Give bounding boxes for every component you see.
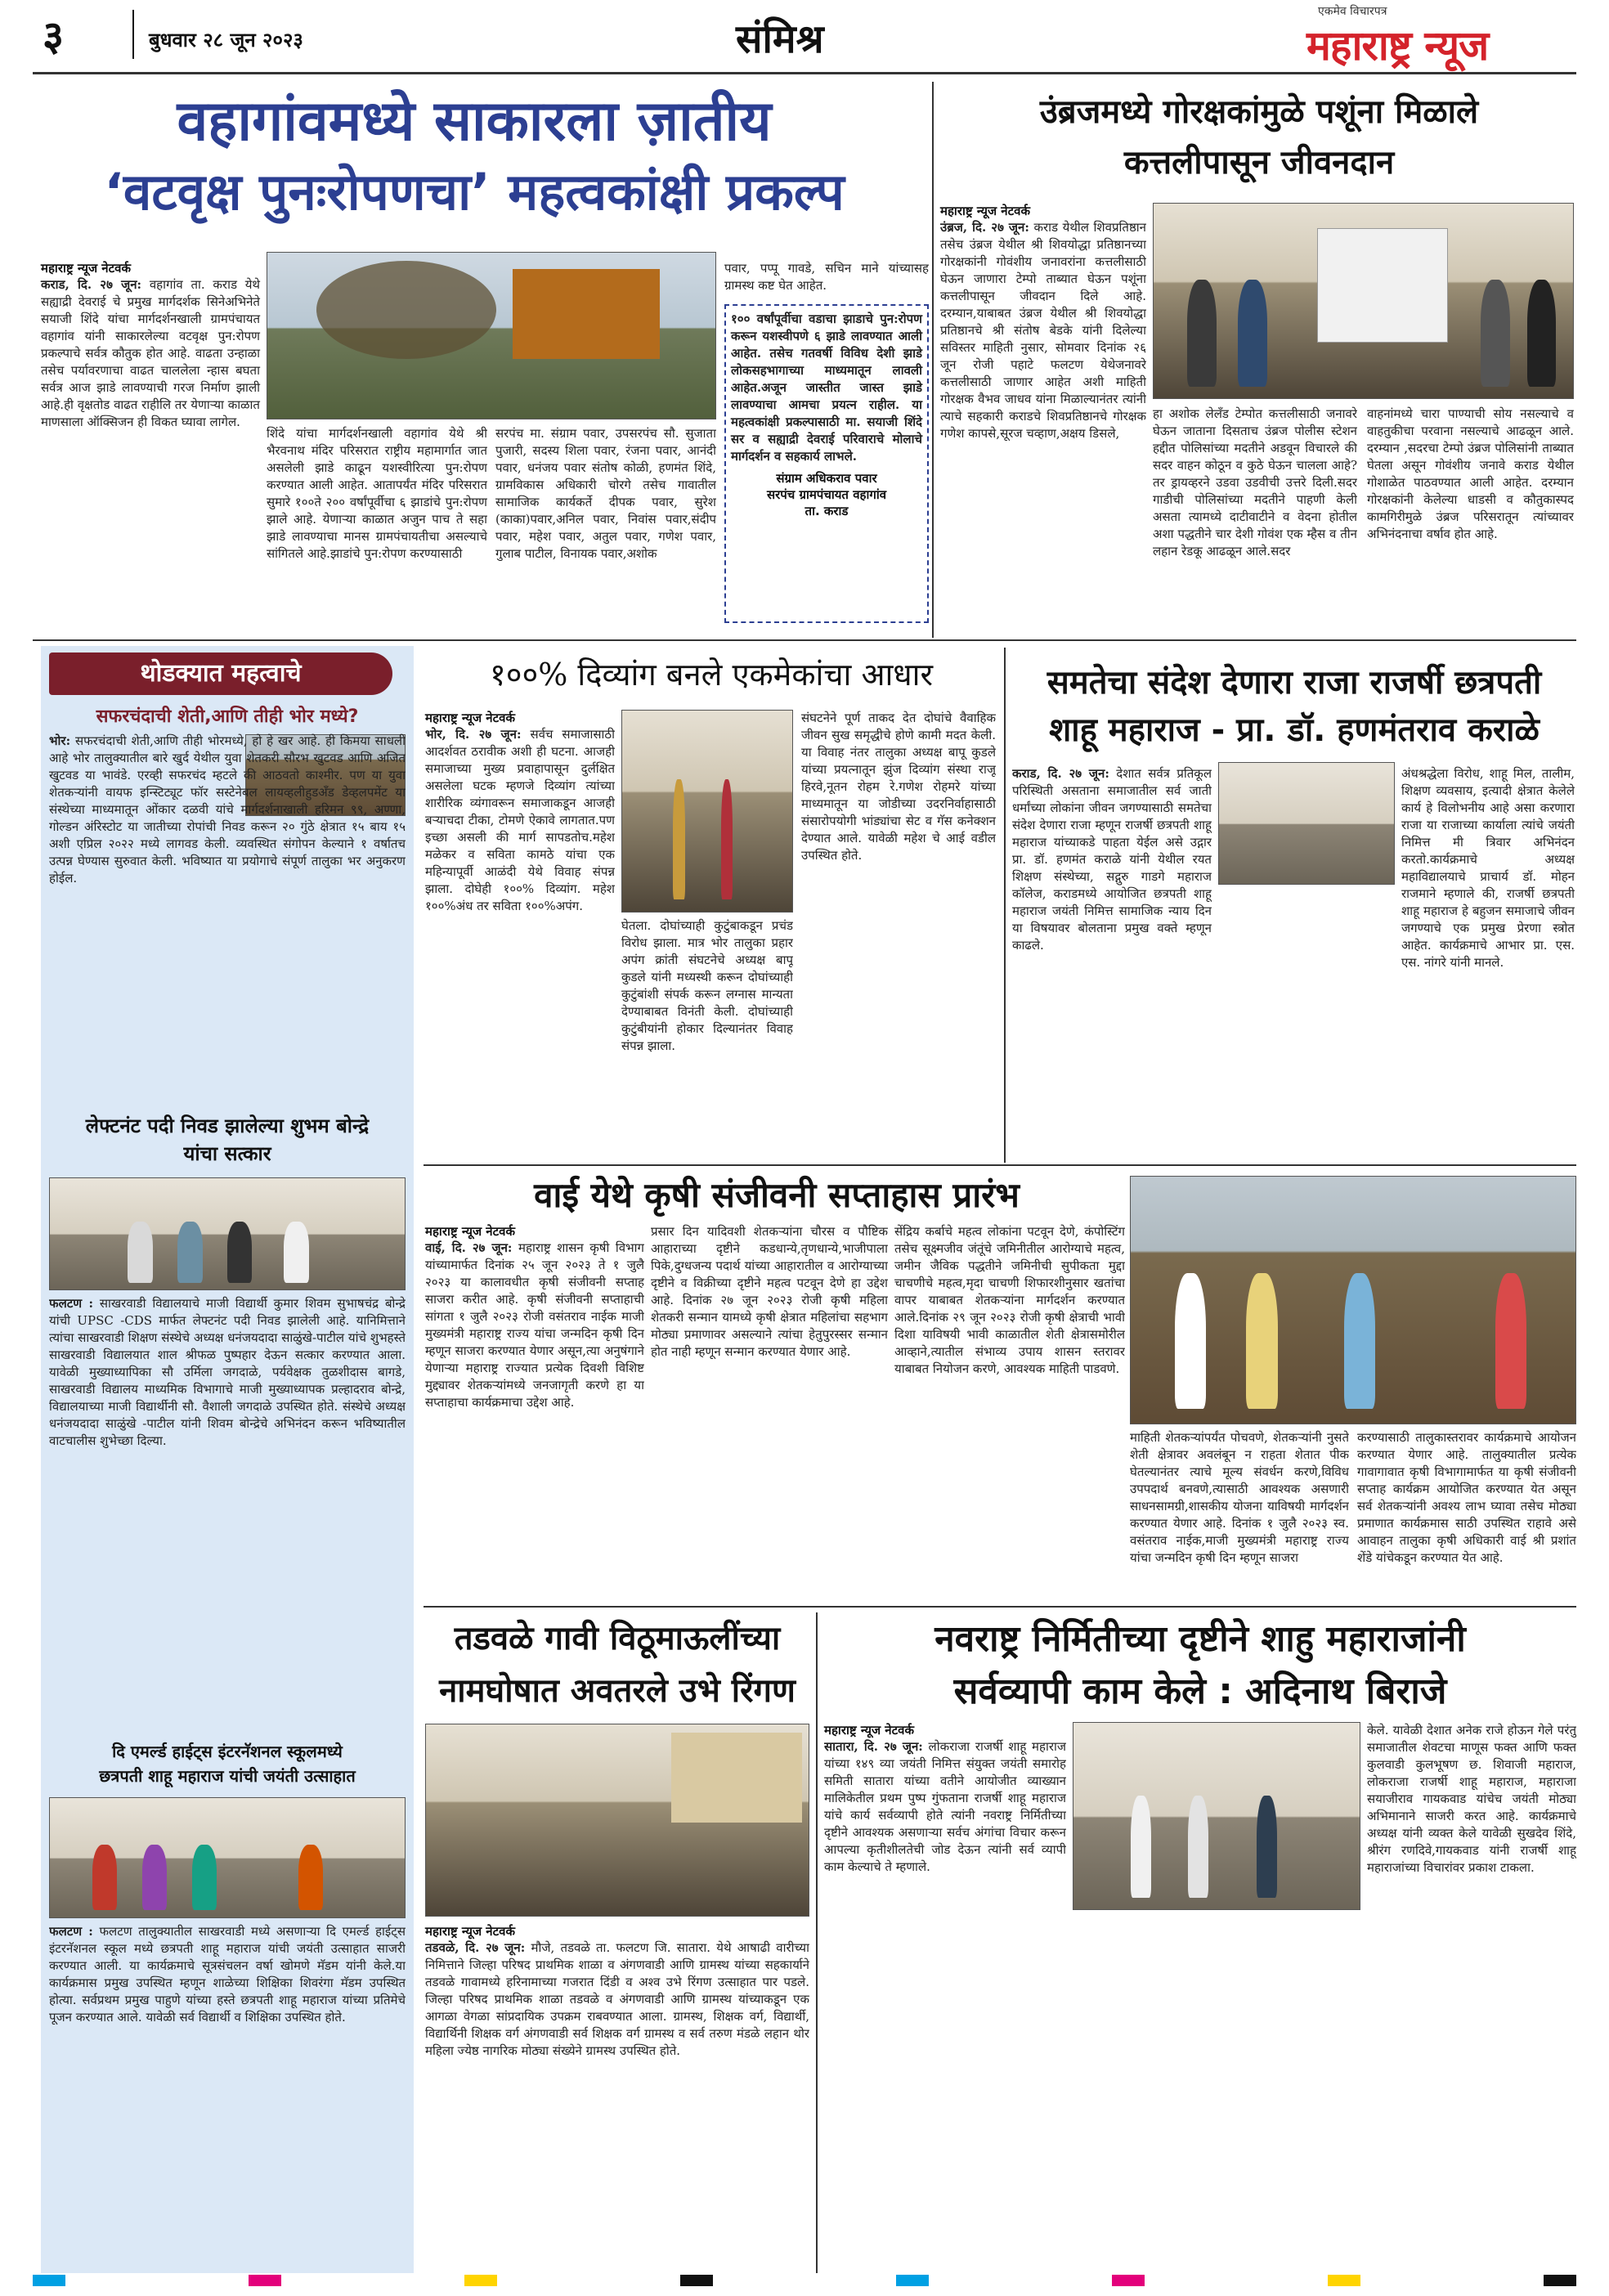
umbraj-photo-truck <box>1317 228 1448 343</box>
samata-headline-1: समतेचा संदेश देणारा राजा राजर्षी छत्रपती <box>1047 664 1542 702</box>
navrashtra-byline: महाराष्ट्र न्यूज नेटवर्क <box>824 1723 915 1738</box>
section-rule-3 <box>424 1606 1576 1608</box>
tadwale-body <box>425 1923 809 2185</box>
brief-item2-photo-person <box>284 1222 308 1283</box>
tadwale-dateline: तडवळे, दि. २७ जून: <box>425 1940 526 1955</box>
navrashtra-photo-person <box>1131 1796 1151 1898</box>
brief-item3-title-2: छत्रपती शाहू महाराज यांची जयंती उत्साहात <box>99 1766 356 1786</box>
krushi-col3: सेंद्रिय कर्बाचे महत्व लोकांना पटवून देणे, कंपोस्टिंग तसेच सूक्ष्मजीव जंतूंचे जमिनीतील आरोग्याचे महत्व, जमीन जैविक पद्धतीने जमिनीची सुपीकता मुद्दा चाचणीचे महत्व,मृदा चाचणी शिफारशीनुसार खतांचा वापर याबाबत शेतकऱ्यांना मार्गदर्शन करण्यात आले.दिनांक २९ जून २०२३ रोजी कृषी क्षेत्राची भावी दिशा याविषयी भावी काळातील शेती क्षेत्रासमोरील आव्हाने,त्यातील संभाव्य उपाय शासन स्तरावर याबाबत नियोजन करणे, आवश्यक माहिती पाडवणे. <box>894 1224 1125 1376</box>
divyang-col1: सर्वच समाजासाठी आदर्शवत ठरावीक अशी ही घटना. आजही समाजाच्या मुख्य प्रवाहापासून दुर्लक्षित असलेला घटक म्हणजे दिव्यांग त्यांच्या शारीरिक व्यंगावरून समाजाकडून आजही बऱ्याचदा टीका, टोमणे ऐकावे लागतात.पण इच्छा असली की मार्ग सापडतोच.महेश मळेकर व सविता कामठे यांचा एक महिन्यापूर्वी आळंदी येथे विवाह संपन्न झाला. दोघेही १००% दिव्यांग. महेश १००%अंध तर सविता १००%अपंग. <box>425 727 615 913</box>
brief-item1-title: सफरचंदाची शेती,आणि तीही भोर मध्ये? <box>96 706 359 727</box>
masthead-divider <box>132 10 134 59</box>
registration-mark <box>896 2275 929 2286</box>
lead-byline: महाराष्ट्र न्यूज नेटवर्क <box>41 261 132 276</box>
registration-mark <box>680 2275 713 2286</box>
brief-item3-photo <box>49 1797 406 1918</box>
lead-col4: पवार, पप्पू गावडे, सचिन माने यांच्यासह ग्रामस्थ कष्ट घेत आहेत. <box>724 261 929 293</box>
column-divider-bottom <box>816 1612 818 2273</box>
tadwale-col2: ग्रामस्थ, शिक्षक वर्ग, विद्यार्थी, विद्यार्थिनी शिक्षक वर्ग अंगणवाडी सर्व शिक्षक वर्ग ग्रामस्थ व सर्व तरुण मंडळे लहान थोर महिला ज्येष्ठ नागरिक मोठ्या संख्येने ग्रामस्थ उपस्थित होते. <box>425 2009 809 2058</box>
masthead-rule <box>33 72 1576 74</box>
brief-item2-photo <box>49 1177 406 1290</box>
lead-quote: १०० वर्षांपूर्वीचा वडाचा झाडाचे पुन:रोपण करून यशस्वीपणे ६ झाडे लावण्यात आली आहेत. तसेच गतवर्षी विविध देशी झाडे लोकसहभागाच्या माध्यमातून लावली आहेत.अजून जास्तीत जास्त झाडे लावण्याचा आमचा प्रयत्न राहील. या महत्वकांक्षी प्रकल्पासाठी मा. सयाजी शिंदे सर व सह्याद्री देवराई परिवाराचे मोलाचे मार्गदर्शन व सहकार्य लाभले. <box>731 312 922 464</box>
navrashtra-headline-1: नवराष्ट्र निर्मितीच्या दृष्टीने शाहु महाराजांनी <box>934 1618 1466 1660</box>
column-divider-top <box>932 82 934 638</box>
lead-photo <box>267 252 716 419</box>
brief-item2-photo-person <box>227 1222 252 1283</box>
brief-item3-photo-person <box>92 1845 117 1910</box>
brief-item3-text: फलटण तालुक्यातील साखरवाडी मध्ये असणाऱ्या दि एमर्ल्ड हाईट्स इंटरनॅशनल स्कूल मध्ये छत्रपती शाहू महाराज यांची जयंती उत्साहात साजरी करण्यात आली. या कार्यक्रमाचे सूत्रसंचलन वर्षा खोमणे मॅडम यांनी केले.या कार्यक्रमास प्रमुख उपस्थित म्हणून शाळेच्या शिक्षिका शिवरंगा मॅडम उपस्थित होत्या. सर्वप्रथम प्रमुख पाहुणे यांच्या हस्ते छत्रपती शाहू महाराज यांच्या प्रतिमेचे पूजन करण्यात आले. यावेळी सर्व विद्यार्थी व शिक्षिका उपस्थित होते. <box>49 1924 406 2025</box>
samata-photo <box>1218 762 1395 885</box>
section-rule-2 <box>424 1164 1576 1166</box>
divyang-photo-person <box>673 779 685 900</box>
umbraj-photo-person <box>1481 280 1510 387</box>
krushi-byline: महाराष्ट्र न्यूज नेटवर्क <box>425 1224 516 1239</box>
print-registration-bar <box>33 2275 1576 2289</box>
registration-mark <box>33 2275 65 2286</box>
brief-item2-text: साखरवाडी विद्यालयाचे माजी विद्यार्थी कुमार शिवम सुभाषचंद्र बोन्द्रे यांची UPSC -CDS मार्फत लेफ्टनंट पदी निवड झालेली आहे. यानिमित्ताने त्यांचा साखरवाडी शिक्षण संस्थेचे अध्यक्ष धनंजयदादा साळुंखे-पाटील यांचे शुभहस्ते साखरवाडी विद्यालयात शाल श्रीफळ पुष्पहार देऊन सत्कार करण्यात आला. यावेळी मुख्याध्यापिका सौ उर्मिला जगदाळे, पर्यवेक्षक तुळशीदास बागडे, साखरवाडी विद्यालय माध्यमिक विभागाचे माजी मुख्याध्यापक प्रल्हादराव बोन्द्रे, विद्यालयाच्या माजी विद्यार्थीनी सौ. वैशाली जगदाळे उपस्थित होते. संस्थेचे अध्यक्ष धनंजयदादा साळुंखे -पाटील यांनी शिवम बोन्द्रेचे अभिनंदन करून भविष्यातील वाटचालीस शुभेच्छा दिल्या. <box>49 1296 406 1448</box>
tadwale-photo-building <box>671 1733 802 1823</box>
umbraj-dateline: उंब्रज, दि. २७ जून: <box>940 220 1029 235</box>
navrashtra-col2: केले. यावेळी देशात अनेक राजे होऊन गेले परंतु समाजातील शेवटचा माणूस फक्त आणि फक्त कुलवाडी कुलभूषण छ. शिवाजी महाराज, लोकराजा राजर्षी शाहू महाराज, महाराजा सयाजीराव गायकवाड यांचेच जयंती मोठ्या अभिमानाने साजरी करत आहे. कार्यक्रमाचे अध्यक्ष यांनी व्यक्त केले यावेळी सुखदेव शिंदे, श्रीरंग रणदिवे,गायकवाड यांनी राजर्षी शाहू महाराजांच्या विचारांवर प्रकाश टाकला. <box>1367 1723 1576 1875</box>
krushi-headline: वाई येथे कृषी संजीवनी सप्ताहास प्रारंभ <box>534 1175 1020 1215</box>
navrashtra-photo-person <box>1188 1796 1208 1898</box>
navrashtra-headline-2: सर्वव्यापी काम केले : अदिनाथ बिराजे <box>953 1670 1447 1712</box>
page-number: ३ <box>43 11 64 60</box>
umbraj-headline-1: उंब्रजमध्ये गोरक्षकांमुळे पशूंना मिळाले <box>1039 93 1479 131</box>
navrashtra-body <box>824 1722 1066 2262</box>
krushi-col2: प्रसार दिन यादिवशी शेतकऱ्यांना चौरस व पौष्टिक आहाराच्या दृष्टीने कडधान्ये,तृणधान्ये,भाजीपाला पिके,दुग्धजन्य पदार्थ यांच्या आहारातील व आरोग्याच्या दृष्टीने व विक्रीच्या दृष्टीने महत्व पटवून देणे हा उद्देश आहे. दिनांक २७ जून २०२३ रोजी कृषी महिला शेतकरी सन्मान यामध्ये कृषी क्षेत्रात महिलांचा सहभाग मोठ्या प्रमाणावर असल्याने त्यांचा हेतुपुरस्सर सन्मान होत नाही म्हणून सन्मान करण्यात येणार आहे. <box>651 1224 888 1359</box>
brief-item2-dateline: फलटण : <box>49 1296 94 1311</box>
lead-dateline: कराड, दि. २७ जून: <box>41 277 142 292</box>
lead-col1: वहागांव ता. कराड येथे सह्याद्री देवराई चे प्रमुख मार्गदर्शक सिनेअभिनेते सयाजी शिंदे यांचा मार्गदर्शनखाली ग्रामपंचायत वहागांव यांनी साकारलेल्या वटवृक्ष पुन:रोपण प्रकल्पाचे सर्वत्र कौतुक होत आहे. वाढता उन्हाळा तसेच पर्यावरणाचा वाढत चाललेला न्हास बघता सर्वत्र आज झाडे लावण्याची गरज निर्माण झाली आहे.ही वृक्षतोड वाढत राहीलि तर येणाऱ्या काळात माणसाला ऑक्सिजन ही विकत घ्यावा लागेल. <box>41 277 261 429</box>
krushi-col4: माहिती शेतकऱ्यांपर्यंत पोचवणे, शेतकऱ्यांनी नुसते शेती क्षेत्रावर अवलंबून न राहता शेतात पीक घेतल्यानंतर त्याचे मूल्य संवर्धन करणे,विविध उपपदार्थ बनवणे,त्यासाठी आवश्यक असणारी साधनसामग्री,शासकीय योजना याविषयी मार्गदर्शन करण्यात येणार आहे. दिनांक १ जुलै २०२३ स्व. वसंतराव नाईक,माजी मुख्यमंत्री महाराष्ट्र राज्य यांचा जन्मदिन कृषी दिन म्हणून साजरा <box>1130 1430 1349 1565</box>
tadwale-photo <box>425 1724 809 1917</box>
lead-quote-sig-3: ता. कराड <box>804 504 849 518</box>
umbraj-headline-2: कत्तलीपासून जीवनदान <box>1123 144 1395 182</box>
lead-headline-2: ‘वटवृक्ष पुनःरोपणचा’ महत्वकांक्षी प्रकल्प <box>104 162 845 222</box>
tadwale-byline: महाराष्ट्र न्यूज नेटवर्क <box>425 1924 516 1939</box>
registration-mark <box>1328 2275 1360 2286</box>
brief-title-banner <box>49 652 392 695</box>
column-divider-mid <box>1004 648 1006 1163</box>
date-line: बुधवार २८ जून २०२३ <box>149 29 303 52</box>
umbraj-body <box>940 203 1146 628</box>
krushi-col5: करण्यासाठी तालुकास्तरावर कार्यक्रमाचे आयोजन करण्यात येणार आहे. तालुक्यातील प्रत्येक गावागावात कृषी विभागामार्फत या कृषी संजीवनी सप्ताह कार्यक्रम आयोजित करण्यात येत असून सर्व शेतकऱ्यांनी अवश्य लाभ घ्यावा तसेच मोठ्या प्रमाणात कार्यक्रमास साठी उपस्थित राहावे असे आवाहन तालुका कृषी अधिकारी वाई श्री प्रशांत शेंडे यांचेकडून करण्यात येत आहे. <box>1357 1430 1576 1565</box>
registration-mark <box>1112 2275 1145 2286</box>
divyang-col3: संघटनेने पूर्ण ताकद देत दोघांचे वैवाहिक जीवन सुख समृद्धीचे होणे कामी मदत केली. या विवाह नंतर तालुका अध्यक्ष बापू कुडले यांच्या प्रयत्नातून झुंज दिव्यांग संस्था राजू हिरवे,नूतन रोहम रे.गणेश रोहमरे यांच्या माध्यमातून या जोडीच्या उदरनिर्वाहासाठी संसारोपयोगी भांड्यांचा सेट व गॅस कनेक्शन देण्यात आले. यावेळी महेश चे आई वडील उपस्थित होते. <box>801 711 996 863</box>
divyang-photo-person <box>721 779 733 900</box>
divyang-col2: घेतला. दोघांच्याही कुटुंबाकडून प्रचंड विरोध झाला. मात्र भोर तालुका प्रहार अपंग क्रांती संघटनेचे अध्यक्ष बापू कुडले यांनी मध्यस्थी करून दोघांच्याही कुटुंबांशी संपर्क करून लग्नास मान्यता देण्याबाबत विनंती केली. दोघांच्याही कुटुंबीयांनी होकार दिल्यानंतर विवाह संपन्न झाला. <box>621 918 793 1053</box>
samata-dateline: कराड, दि. २७ जून: <box>1012 766 1109 781</box>
krushi-col1: महाराष्ट्र शासन कृषी विभाग यांच्यामार्फत दिनांक २५ जून २०२३ ते १ जुलै २०२३ या कालावधीत कृषी संजीवनी सप्ताह साजरा करीत आहे. कृषी संजीवनी सप्ताहाची सांगता १ जुलै २०२३ रोजी वसंतराव नाईक माजी मुख्यमंत्री महाराष्ट्र राज्य यांचा जन्मदिन कृषी दिन म्हणून साजरा करण्यात येणार असून,त्या अनुषंगाने येणाऱ्या महाराष्ट्र राज्यात प्रत्येक दिवशी विशिष्ट मुद्द्यावर शेतकऱ्यांमध्ये जनजागृती करणे हा या सप्ताहाचा कार्यक्रमाचा उद्देश आहे. <box>425 1240 644 1410</box>
lead-col3: सरपंच मा. संग्राम पवार, उपसरपंच सौ. सुजाता पुजारी, सदस्य शिला पवार, रंजना पवार, आनंदी पवार, धनंजय पवार संतोष कोळी, हणमंत शिंदे, ग्रामविकास अधिकारी चोरगे तसेच गावातील सामाजिक कार्यकर्ते दीपक पवार, सुरेश (काका)पवार,अनिल पवार, निवांस पवार,संदीप पवार, महेश पवार, अतुल पवार, गणेश पवार, गुलाब पाटील, विनायक पवार,अशोक <box>495 426 716 561</box>
samata-col2-lower <box>1218 891 1395 1158</box>
lead-quote-sig-2: सरपंच ग्रामपंचायत वहागांव <box>766 487 887 502</box>
brief-item1-dateline: भोर: <box>49 733 71 748</box>
brief-item3-dateline: फलटण : <box>49 1924 93 1939</box>
brief-item2-title-2: यांचा सत्कार <box>183 1142 271 1165</box>
lead-photo-crane <box>513 269 660 359</box>
krushi-photo-person <box>1175 1273 1206 1409</box>
umbraj-col1: कराड येथील शिवप्रतिष्ठान तसेच उंब्रज येथील श्री शिवयोद्धा प्रतिष्ठानच्या गोरक्षकांनी गोवंशीय जनावरांना कत्तलीसाठी घेऊन जाणारा टेम्पो ताब्यात घेऊन पशूंना कत्तलीपासून जीवदान दिले आहे. दरम्यान,याबाबत उंब्रज येथील श्री शिवयोद्धा प्रतिष्ठानचे श्री संतोष बेडके यांनी दिलेल्या सविस्तर माहिती नुसार, सोमवार दिनांक २६ जून रोजी पहाटे फलटण येथेजनावरे कत्तलीसाठी जाणार आहेत अशी माहिती गोरक्षक वैभव जाधव यांना मिळाल्यानंतर त्यांनी त्याचे सहकारी कराडचे शिवप्रतिष्ठानचे गोरक्षक गणेश कापसे,सूरज चव्हाण,अक्षय डिसले, <box>940 220 1146 441</box>
lead-body <box>41 260 260 431</box>
brief-item1-text: सफरचंदाची शेती,आणि तीही भोरमध्ये, हो हे खर आहे. ही किमया साधली आहे भोर तालुक्यातील बारे खुर्द येथील युवा शेतकरी सौरभ खुटवड आणि अजित खुटवड या भावंडे. एरव्ही सफरचंद म्हटले की आठवतो काश्मीर. पण या युवा शेतकऱ्यांनी वायफ इन्स्टिट्यूट फॉर सस्टेनेबल लायव्हलीहुडअँड डेव्हलपमेंट या संस्थेच्या माध्यमातून ओंकार दळवी यांचे मार्गदर्शनाखाली हरिमन ९९, अण्णा, गोल्डन अंरिस्टोट या जातीच्या रोपांची निवड करून २० गुंठे क्षेत्रात १५ बाय १५ अशी एप्रिल २०२२ मध्ये लागवड केली. व्यवस्थित संगोपन केल्याने १ वर्षातच उत्पन्न घेण्यास सुरुवात केली. भविष्यात या प्रयोगाचे संपूर्ण तालुका भर अनुकरण होईल. <box>49 733 406 886</box>
lead-quote-sig-1: संग्राम अधिकराव पवार <box>776 471 877 486</box>
registration-mark <box>249 2275 281 2286</box>
registration-mark <box>1544 2275 1576 2286</box>
brief-box-title: थोडक्यात महत्वाचे <box>140 659 302 688</box>
navrashtra-photo-person <box>1257 1796 1277 1898</box>
tadwale-headline-2: नामघोषात अवतरले उभे रिंगण <box>439 1672 796 1710</box>
navrashtra-mid-col <box>1073 1917 1360 2260</box>
divyang-headline: १००% दिव्यांग बनले एकमेकांचा आधार <box>489 657 934 693</box>
umbraj-photo-person <box>1238 280 1267 387</box>
lead-col2: शिंदे यांचा मार्गदर्शनखाली वहागांव येथे श्री भैरवनाथ मंदिर परिसरात राष्ट्रीय महामार्गात जात असलेली झाडे काढून यशस्वीरित्या पुन:रोपण करण्यात आली आहेत. आतापर्यंत मंदिर परिसरात सुमारे १००ते २०० वर्षांपूर्वीचा ६ झाडांचे पुन:रोपण झाले आहे. येणाऱ्या काळात अजुन पाच ते सहा झाडे लावण्याचा मानस ग्रामपंचायतीचा असल्याचे सांगितले आहे.झाडांचे पुन:रोपण करण्यासाठी <box>267 426 487 561</box>
divyang-body <box>425 710 615 1168</box>
brief-item3-photo-person <box>142 1845 167 1910</box>
umbraj-col3: वाहनांमध्ये चारा पाण्याची सोय नसल्याचे व वाहतुकीचा परवाना नसल्याचे आढळून आले. दरम्यान ,सदरचा टेम्पो उंब्रज पोलिसांनी ताब्यात घेतला असून गोवंशीय जनावे कराड येथील गोशाळेत पाठवण्यात आली आहेत. दरम्यान गोरक्षकांनी केलेल्या धाडसी व कौतुकास्पद कामगिरीमुळे उंब्रज परिसरातून त्यांच्यावर अभिनंदनाचा वर्षाव होत आहे. <box>1367 406 1574 541</box>
krushi-photo-person <box>1344 1273 1375 1409</box>
samata-headline-2: शाहू महाराज - प्रा. डॉ. हणमंतराव कराळे <box>1049 711 1540 749</box>
brief-item2-title-1: लेफ्टनंट पदी निवड झालेल्या शुभम बोन्द्रे <box>85 1114 370 1137</box>
lead-photo-tree <box>316 261 496 359</box>
krushi-photo <box>1130 1176 1576 1424</box>
tadwale-col1: मौजे, तडवळे ता. फलटण जि. सातारा. येथे आषाढी वारीच्या निमित्ताने जिल्हा परिषद प्राथमिक शाळा व अंगणवाडी आणि ग्रामस्थ यांच्या सहकार्याने तडवळे गावामध्ये हरिनामाच्या गजरात दिंडी व अश्व उभे रिंगण उत्साहात पार पडले. जिल्हा परिषद प्राथमिक शाळा तडवळे व अंगणवाडी आणि ग्रामस्थ यांच्याकडून एक आगळा वेगळा सांप्रदायिक उपक्रम राबवण्यात आला. <box>425 1940 809 2024</box>
samata-col2: अंधश्रद्धेला विरोध, शाहू मिल, तालीम, शिक्षण व्यवसाय, इत्यादी क्षेत्रात केलेले कार्य हे विलोभनीय आहे असा करणारा राजा या राजाच्या कार्याला त्यांचे जयंती निमित्त मी त्रिवार अभिनंदन करतो.कार्यक्रमाचे अध्यक्ष महाविद्यालयाचे प्राचार्य डॉ. मोहन राजमाने म्हणाले की, राजर्षी छत्रपती शाहू महाराज हे बहुजन समाजाचे जीवन जगण्याचे एक प्रमुख प्रेरणा स्त्रोत आहेत. कार्यक्रमाचे आभार प्रा. एस. एस. नांगरे यांनी मानले. <box>1401 766 1575 970</box>
umbraj-photo <box>1153 203 1574 399</box>
brand-logo: महाराष्ट्र न्यूज <box>1306 22 1489 70</box>
krushi-photo-person <box>1495 1273 1526 1409</box>
brief-item3-photo-person <box>192 1845 217 1910</box>
registration-mark <box>464 2275 497 2286</box>
umbraj-byline: महाराष्ट्र न्यूज नेटवर्क <box>940 204 1031 218</box>
lead-quote-box <box>724 304 929 623</box>
umbraj-col2: हा अशोक लेलँड टेम्पोत कत्तलीसाठी जनावरे घेऊन जाताना दिसताच उंब्रज पोलीस स्टेशन हद्दीत पोलिसांच्या मदतीने अडवून विचारले की सदर वाहन कोठून व कुठे घेऊन चालला आहे? तर ड्रायव्हरने उडवा उडवीची उत्तरे दिली.सदर गाडीची पोलिसांच्या मदतीने पाहणी केली असता त्यामध्ये दाटीवाटीने व वेदना होतील अशा पद्धतीने चार देशी गोवंश एक म्हैस व तीन लहान रेडकू आढळून आले.सदर <box>1153 406 1357 558</box>
krushi-body <box>425 1223 644 1599</box>
brief-item3-title-1: दि एमर्ल्ड हाईट्स इंटरनॅशनल स्कूलमध्ये <box>112 1742 343 1761</box>
brief-item3-photo-person <box>298 1845 323 1910</box>
divyang-byline: महाराष्ट्र न्यूज नेटवर्क <box>425 711 516 725</box>
krushi-photo-person <box>1246 1273 1277 1409</box>
lead-headline-1: वहागांवमध्ये साकारला ज़ातीय <box>177 89 772 154</box>
navrashtra-photo <box>1073 1722 1360 1910</box>
brief-item2-photo-person <box>177 1222 202 1283</box>
divyang-dateline: भोर, दि. २७ जून: <box>425 727 522 742</box>
tagline: एकमेव विचारपत्र <box>1318 5 1387 18</box>
section-rule-1 <box>33 639 1576 641</box>
section-title: संमिश्र <box>736 16 824 62</box>
samata-col1: देशात सर्वत्र प्रतिकूल परिस्थिती असताना समाजातील सर्व जाती धर्मांच्या लोकांना जीवन जगण्यासाठी समतेचा संदेश देणारा राजा म्हणून राजर्षी छत्रपती शाहू महाराज यांच्याकडे पाहता येईल असे उद्गार प्रा. डॉ. हणमंत कराळे यांनी येथील रयत शिक्षण संस्थेच्या, सद्गुरु गाडगे महाराज कॉलेज, कराडमध्ये आयोजित छत्रपती शाहू महाराज जयंती निमित्त सामाजिक न्याय दिन या विषयावर बोलताना प्रमुख वक्ते म्हणून काढले. <box>1012 766 1212 953</box>
krushi-dateline: वाई, दि. २७ जून: <box>425 1240 513 1255</box>
tadwale-headline-1: तडवळे गावी विठूमाऊलींच्या <box>454 1620 781 1657</box>
divyang-photo <box>621 710 793 913</box>
masthead <box>0 0 1609 70</box>
navrashtra-col1: लोकराजा राजर्षी शाहू महाराज यांच्या १४९ व्या जयंती निमित्त संयुक्त जयंती समारोह समिती सातारा यांच्या वतीने आयोजीत व्याख्यान मालिकेतील प्रथम पुष्प गुंफताना राजर्षी शाहू महाराज यांचे कार्य सर्वव्यापी होते त्यांनी नवराष्ट्र निर्मितीच्या दृष्टीने आवश्यक असणाऱ्या सर्वच अंगांचा विचार करून आपल्या कृतीशीलतेची जोड देऊन त्यांनी सर्व व्यापी काम केल्याचे ते म्हणाले. <box>824 1739 1066 1874</box>
brief-item2-photo-person <box>128 1222 152 1283</box>
umbraj-photo-person <box>1527 280 1557 387</box>
navrashtra-dateline: सातारा, दि. २७ जून: <box>824 1739 923 1754</box>
umbraj-photo-person <box>1187 280 1217 387</box>
